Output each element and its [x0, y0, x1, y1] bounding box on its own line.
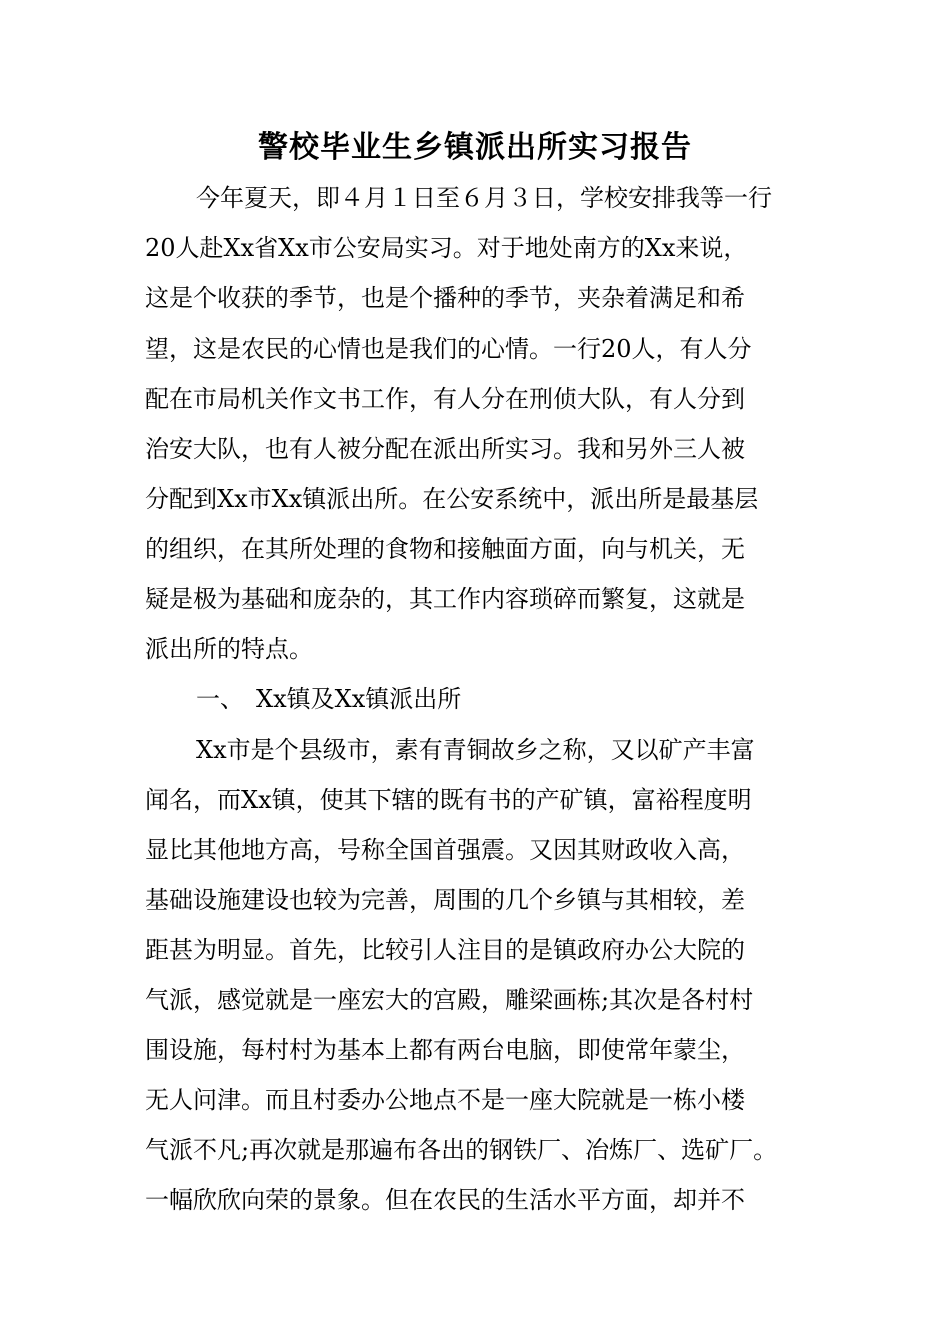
paragraph-line: 围设施，每村村为基本上都有两台电脑，即使常年蒙尘， [145, 1036, 745, 1064]
paragraph-line: 望，这是农民的心情也是我们的心情。一行20人，有人分 [145, 335, 752, 363]
paragraph-line: Xx市是个县级市，素有青铜故乡之称，又以矿产丰富 [196, 736, 755, 764]
paragraph-line: 疑是极为基础和庞杂的，其工作内容琐碎而繁复，这就是 [145, 585, 745, 613]
paragraph-line: 气派不凡;再次就是那遍布各出的钢铁厂、冶炼厂、选矿厂。 [145, 1136, 778, 1164]
paragraph-line: 这是个收获的季节，也是个播种的季节，夹杂着满足和希 [145, 284, 745, 312]
paragraph-line: 分配到Xx市Xx镇派出所。在公安系统中，派出所是最基层 [145, 485, 759, 513]
section-heading: 一、 Xx镇及Xx镇派出所 [196, 685, 462, 713]
paragraph-line: 的组织，在其所处理的食物和接触面方面，向与机关，无 [145, 535, 745, 563]
paragraph-line: 基础设施建设也较为完善，周围的几个乡镇与其相较，差 [145, 886, 745, 914]
paragraph-line: 治安大队，也有人被分配在派出所实习。我和另外三人被 [145, 435, 745, 463]
paragraph-line: 20人赴Xx省Xx市公安局实习。对于地处南方的Xx来说， [145, 234, 748, 262]
paragraph-line: 显比其他地方高，号称全国首强震。又因其财政收入高， [145, 836, 745, 864]
paragraph-line: 闻名，而Xx镇，使其下辖的既有书的产矿镇，富裕程度明 [145, 786, 752, 814]
paragraph-line: 今年夏天，即４月１日至６月３日，学校安排我等一行 [196, 184, 772, 212]
paragraph-line: 无人问津。而且村委办公地点不是一座大院就是一栋小楼 [145, 1086, 745, 1114]
paragraph-line: 距甚为明显。首先，比较引人注目的是镇政府办公大院的 [145, 936, 745, 964]
document-title: 警校毕业生乡镇派出所实习报告 [258, 130, 692, 165]
paragraph-line: 一幅欣欣向荣的景象。但在农民的生活水平方面，却并不 [145, 1186, 745, 1214]
paragraph-line: 派出所的特点。 [145, 635, 313, 663]
paragraph-line: 气派，感觉就是一座宏大的宫殿，雕梁画栋;其次是各村村 [145, 986, 754, 1014]
paragraph-line: 配在市局机关作文书工作，有人分在刑侦大队，有人分到 [145, 385, 745, 413]
